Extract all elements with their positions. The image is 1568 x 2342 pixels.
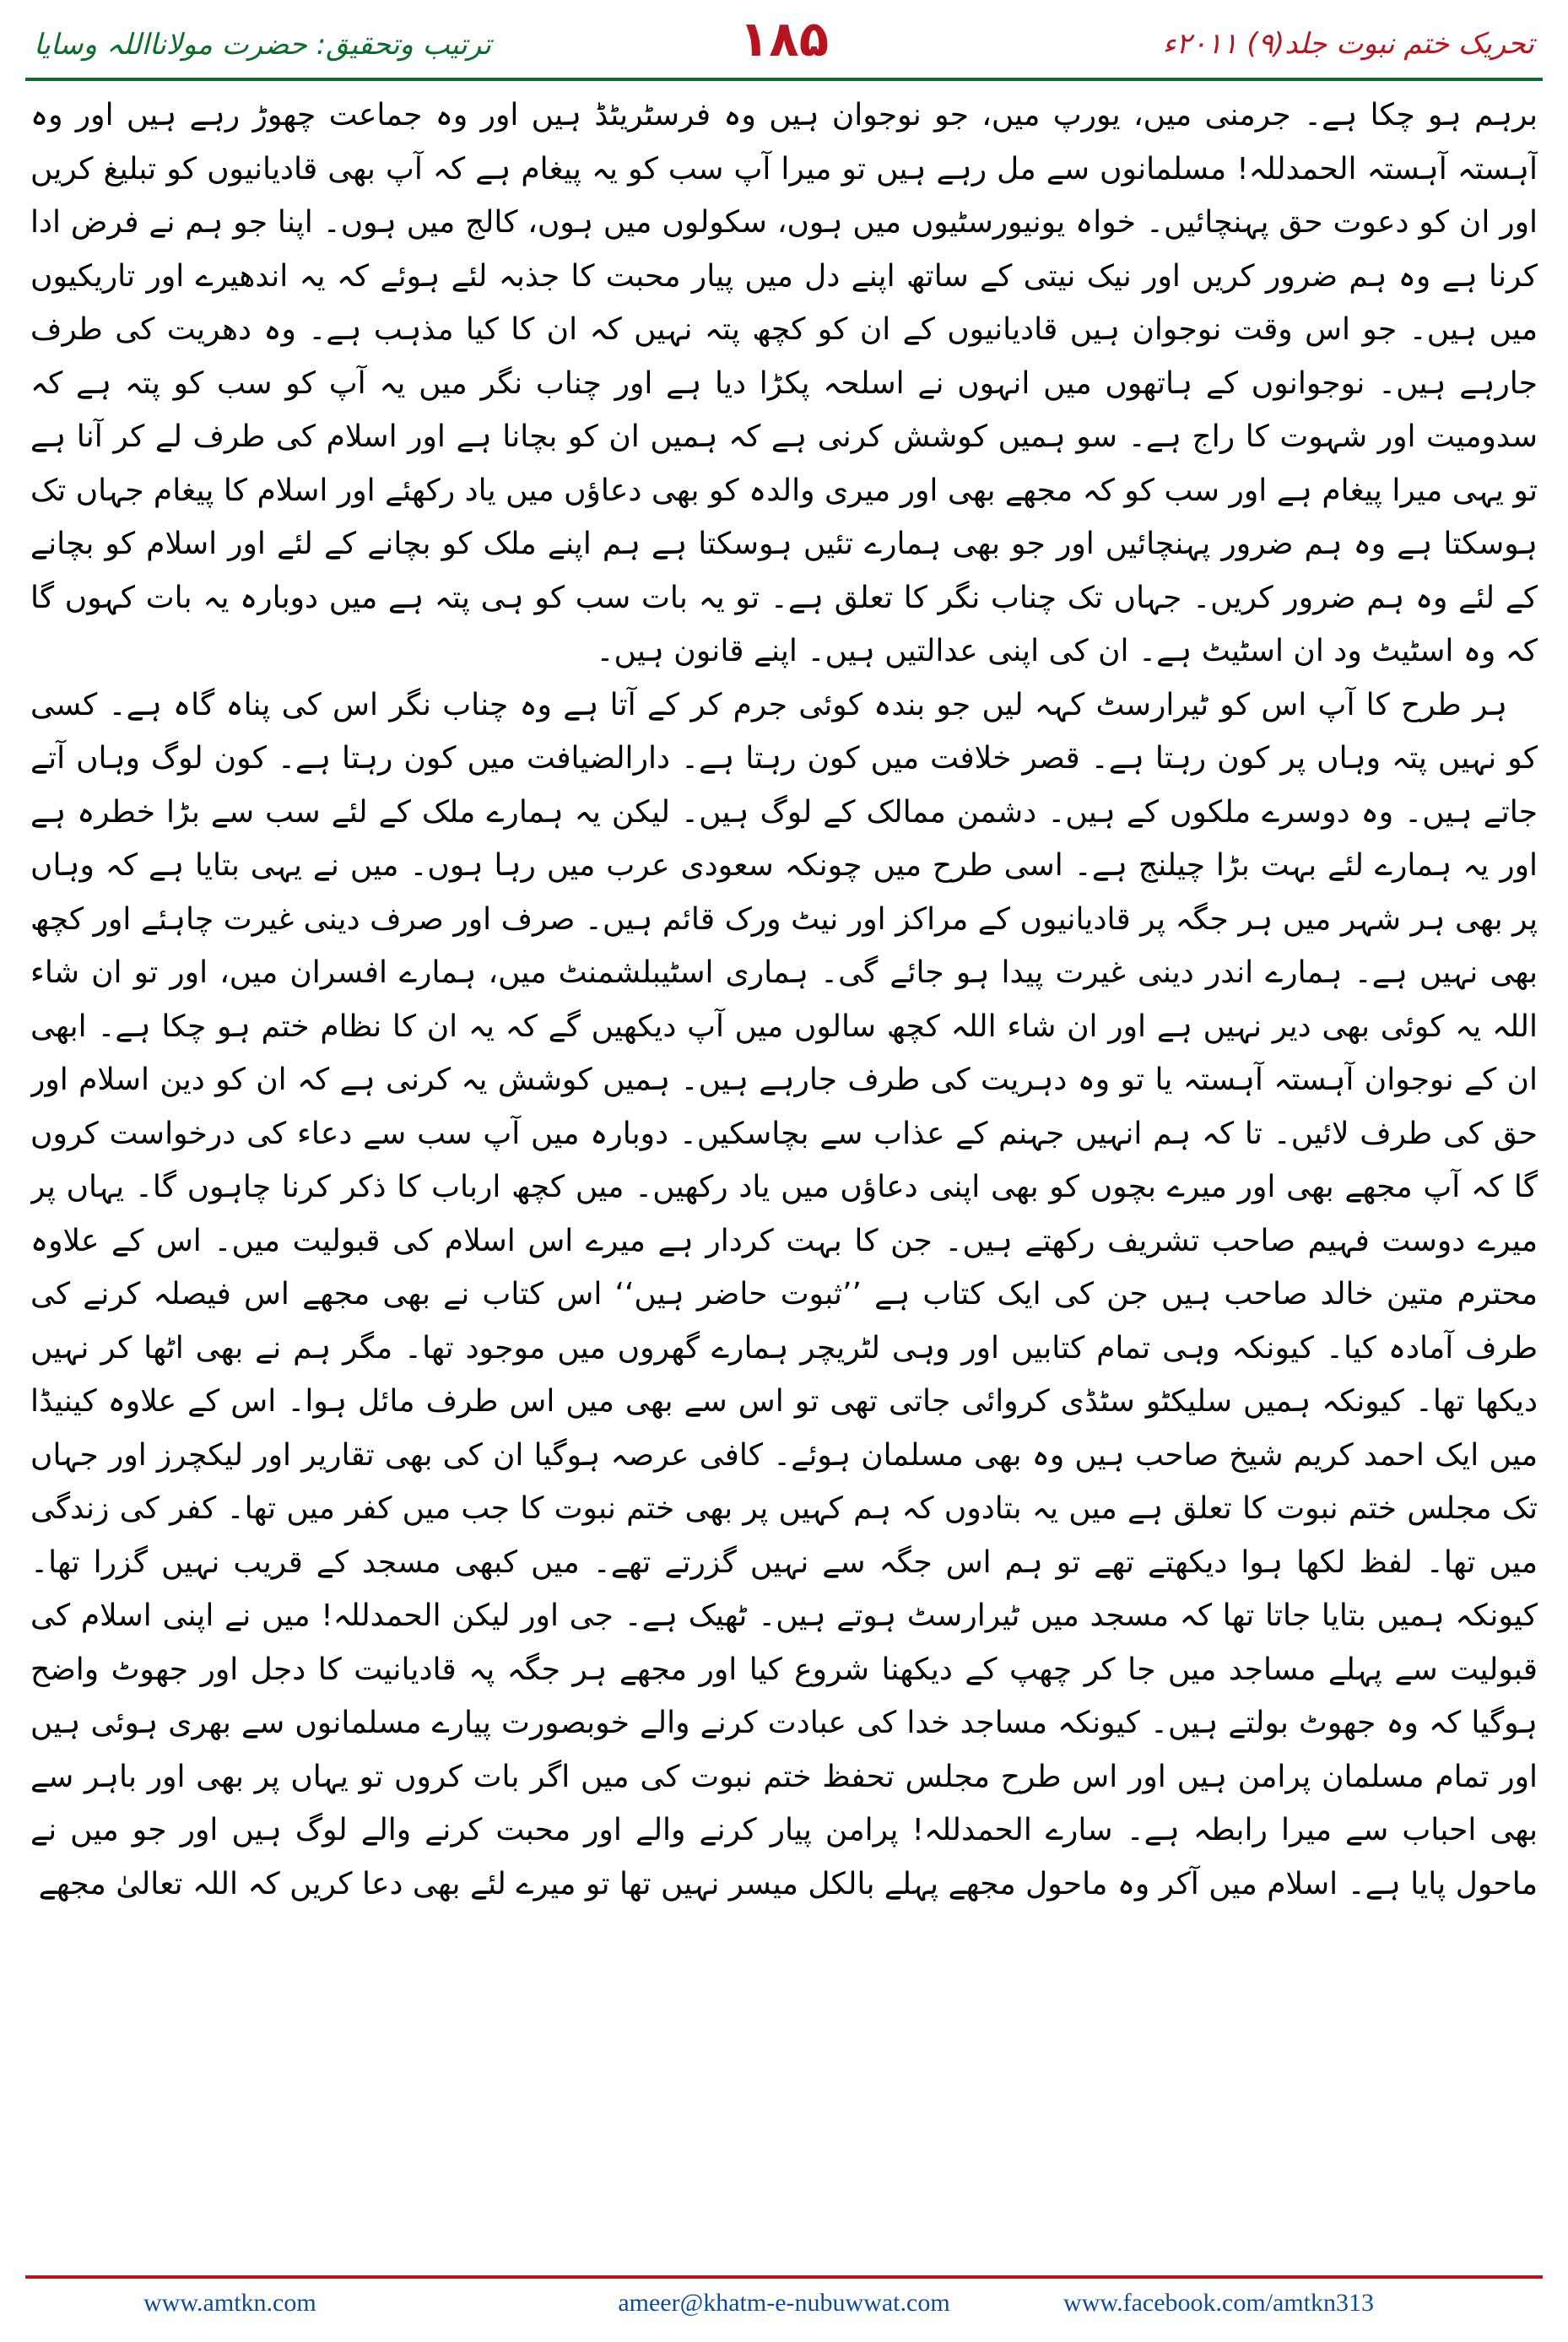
page-number: ۱۸۵ — [738, 10, 830, 68]
page-header — [25, 8, 1543, 76]
header-divider — [25, 78, 1543, 81]
main-text — [30, 89, 1538, 2249]
page-footer — [25, 2285, 1543, 2328]
paragraph-2: ہر طرح کا آپ اس کو ٹیرارسٹ کہہ لیں جو بندہ کوئی جرم کر کے آتا ہے وہ چناب نگر اس کی پناہ گاہ ہے۔ کسی کو نہیں پتہ وہاں پر کون رہتا ہے۔ قصر خلافت میں کون رہتا ہے۔ دارالضیافت میں کون رہتا ہے۔ کون لوگ وہاں آتے جاتے ہیں۔ وہ دوسرے ملکوں کے ہیں۔ دشمن ممالک کے لوگ ہیں۔ لیکن یہ ہمارے ملک کے لئے سب سے بڑا خطرہ ہے اور یہ ہمارے لئے بہت بڑا چیلنج ہے۔ اسی طرح میں چونکہ سعودی عرب میں رہا ہوں۔ میں نے یہی بتایا ہے کہ وہاں پر بھی ہر شہر میں ہر جگہ پر قادیانیوں کے مراکز اور نیٹ ورک قائم ہیں۔ صرف اور صرف دینی غیرت چاہئے اور کچھ بھی نہیں ہے۔ ہمارے اندر دینی غیرت پیدا ہو جائے گی۔ ہماری اسٹیبلشمنٹ میں، ہمارے افسران میں، اور تو ان شاء اللہ یہ کوئی بھی دیر نہیں ہے اور ان شاء اللہ کچھ سالوں میں آپ دیکھیں گے کہ یہ ان کا نظام ختم ہو چکا ہے۔ ابھی ان کے نوجوان آہستہ آہستہ یا تو وہ دہریت کی طرف جارہے ہیں۔ ہمیں کوشش یہ کرنی ہے کہ ان کو دین اسلام اور حق کی طرف لائیں۔ تا کہ ہم انہیں جہنم کے عذاب سے بچاسکیں۔ دوبارہ میں آپ سب سے دعاء کی درخواست کروں گا کہ آپ مجھے بھی اور میرے بچوں کو بھی اپنی دعاؤں میں یاد رکھیں۔ میں کچھ ارباب کا ذکر کرنا چاہوں گا۔ یہاں پر میرے دوست فہیم صاحب تشریف رکھتے ہیں۔ جن کا بہت کردار ہے میرے اس اسلام کی قبولیت میں۔ اس کے علاوہ محترم متین خالد صاحب ہیں جن کی ایک کتاب ہے ’’ثبوت حاضر ہیں‘‘ اس کتاب نے بھی مجھے اس فیصلہ کرنے کی طرف آمادہ کیا۔ کیونکہ وہی تمام کتابیں اور وہی لٹریچر ہمارے گھروں میں موجود تھا۔ مگر ہم نے بھی اٹھا کر نہیں دیکھا تھا۔ کیونکہ ہمیں سلیکٹو سٹڈی کروائی جاتی تھی تو اس سے بھی میں اس طرف مائل ہوا۔ اس کے علاوہ کینیڈا میں ایک احمد کریم شیخ صاحب ہیں وہ بھی مسلمان ہوئے۔ کافی عرصہ ہوگیا ان کی بھی تقاریر اور لیکچرز اور جہاں تک مجلس ختم نبوت کا تعلق ہے میں یہ بتادوں کہ ہم کہیں پر بھی ختم نبوت کا جب میں کفر میں تھا۔ کفر کی زندگی میں تھا۔ لفظ لکھا ہوا دیکھتے تھے تو ہم اس جگہ سے نہیں گزرتے تھے۔ میں کبھی مسجد کے قریب نہیں گزرا تھا۔ کیونکہ ہمیں بتایا جاتا تھا کہ مسجد میں ٹیرارسٹ ہوتے ہیں۔ ٹھیک ہے۔ جی اور لیکن الحمدللہ! میں نے اپنی اسلام کی قبولیت سے پہلے مساجد میں جا کر چھپ کے دیکھنا شروع کیا اور مجھے ہر جگہ پہ قادیانیت کا دجل اور جھوٹ واضح ہوگیا کہ وہ جھوٹ بولتے ہیں۔ کیونکہ مساجد خدا کی عبادت کرنے والے خوبصورت پیارے مسلمانوں سے بھری ہوئی ہیں اور تمام مسلمان پرامن ہیں اور اس طرح مجلس تحفظ ختم نبوت کی میں اگر بات کروں تو یہاں پر بھی اور باہر سے بھی احباب سے میرا رابطہ ہے۔ سارے الحمدللہ! پرامن پیار کرنے والے اور محبت کرنے والے لوگ ہیں اور جو میں نے ماحول پایا ہے۔ اسلام میں آکر وہ ماحول مجھے پہلے بالکل میسر نہیں تھا تو میرے لئے بھی دعا کریں کہ اللہ تعالیٰ مجھے — [30, 687, 1538, 1901]
facebook-link[interactable]: www.facebook.com/amtkn313 — [1063, 2289, 1374, 2317]
footer-divider — [25, 2275, 1543, 2279]
series-title: تحریک ختم نبوت جلد(۹) ۲۰۱۱ء — [1162, 27, 1534, 61]
email-link[interactable]: ameer@khatm-e-nubuwwat.com — [618, 2289, 950, 2317]
paragraph-1: برہم ہو چکا ہے۔ جرمنی میں، یورپ میں، جو نوجوان ہیں وہ فرسٹریٹڈ ہیں اور وہ جماعت چھوڑ رہے ہیں اور وہ آہستہ آہستہ الحمدللہ! مسلمانوں سے مل رہے ہیں تو میرا آپ سب کو یہ پیغام ہے کہ آپ بھی قادیانیوں کو تبلیغ کریں اور ان کو دعوت حق پہنچائیں۔ خواہ یونیورسٹیوں میں ہوں، سکولوں میں ہوں، کالج میں ہوں۔ اپنا جو ہم نے فرض ادا کرنا ہے وہ ہم ضرور کریں اور نیک نیتی کے ساتھ اپنے دل میں پیار محبت کا جذبہ لئے ہوئے کہ یہ اندھیرے اور تاریکیوں میں ہیں۔ جو اس وقت نوجوان ہیں قادیانیوں کے ان کو کچھ پتہ نہیں کہ ان کا کیا مذہب ہے۔ وہ دھریت کی طرف جارہے ہیں۔ نوجوانوں کے ہاتھوں میں انہوں نے اسلحہ پکڑا دیا ہے اور چناب نگر میں یہ آپ کو سب کو پتہ ہے کہ سدومیت اور شہوت کا راج ہے۔ سو ہمیں کوشش کرنی ہے کہ ہمیں ان کو بچانا ہے اور اسلام کی طرف لے کر آنا ہے تو یہی میرا پیغام ہے اور سب کو کہ مجھے بھی اور میری والدہ کو بھی دعاؤں میں یاد رکھئے اور اسلام کا پیغام جہاں تک ہوسکتا ہے وہ ہم ضرور پہنچائیں اور جو بھی ہمارے تئیں ہوسکتا ہے ہم اپنے ملک کو بچانے کے لئے اور اسلام کو بچانے کے لئے وہ ہم ضرور کریں۔ جہاں تک چناب نگر کا تعلق ہے۔ تو یہ بات سب کو ہی پتہ ہے میں دوبارہ یہ بات کہوں گا کہ وہ اسٹیٹ ود ان اسٹیٹ ہے۔ ان کی اپنی عدالتیں ہیں۔ اپنے قانون ہیں۔ — [30, 98, 1538, 668]
compiler-credit: ترتیب وتحقیق: حضرت مولانااللہ وسایا — [34, 28, 491, 62]
website-link[interactable]: www.amtkn.com — [143, 2289, 316, 2317]
